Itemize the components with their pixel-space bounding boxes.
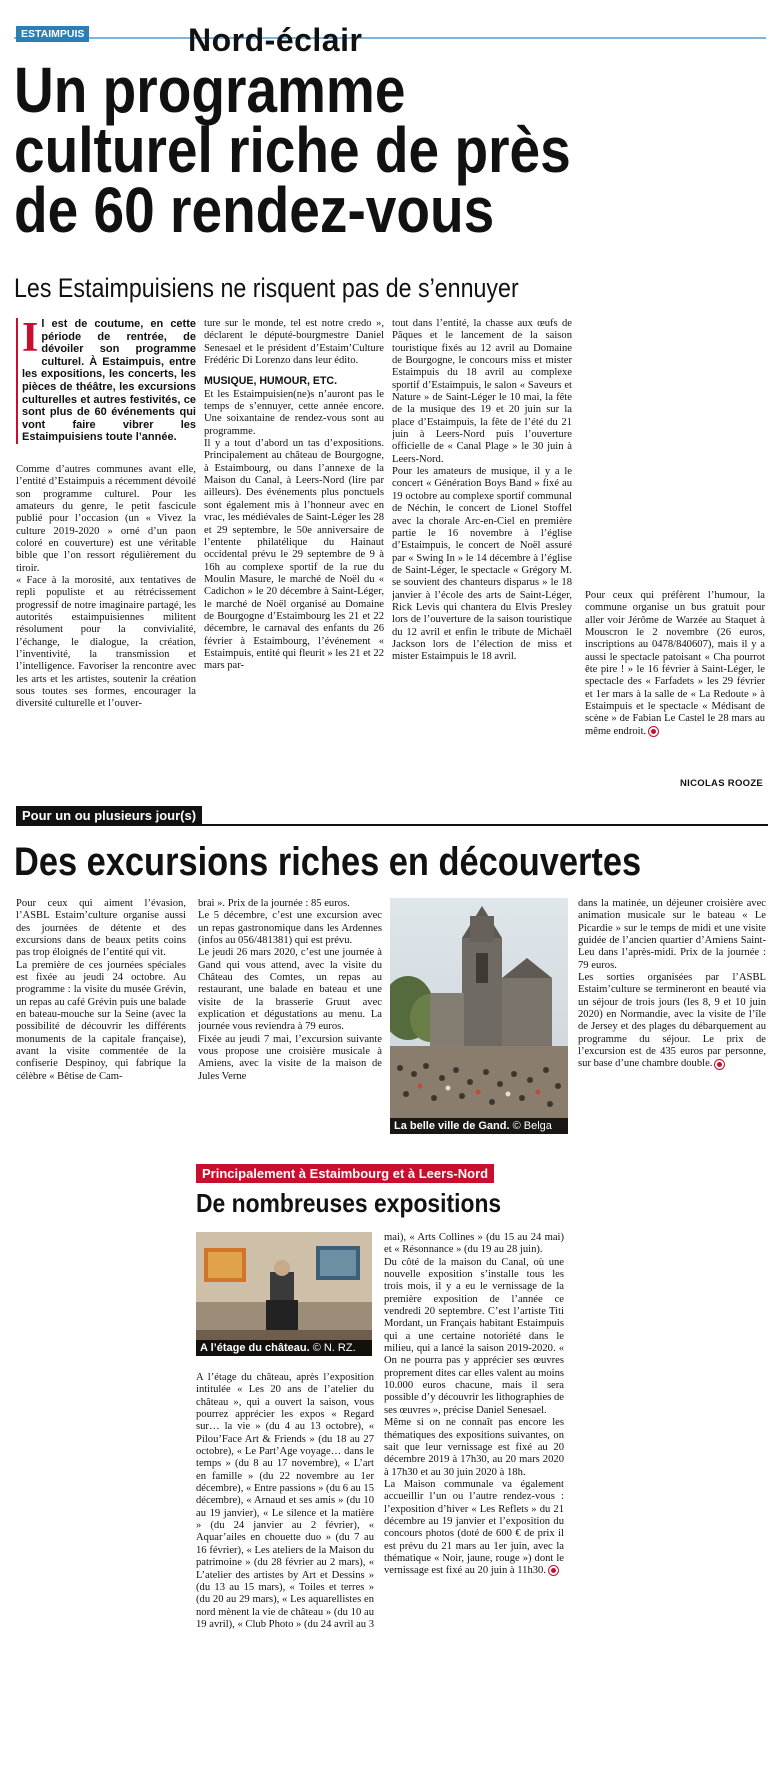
article2-tag: Pour un ou plusieurs jour(s): [16, 806, 202, 825]
paragraph: Les sorties organisées par l’ASBL Estaim’culture se termineront en beauté via un séjour de trois jours (les 8, 9 et 10 juin 2020) en Normandie, avec la visite de l’île de Jersey et des plages du débarquement au programme du séjour. Le prix de l’excursion est de 435 euros par personne, sur base d’une chambre double.: [578, 972, 766, 1070]
paragraph: Du côté de la maison du Canal, où une nouvelle exposition s’installe tous les trois mois, il y a eu le vernissage de la première exposition de l’année ce vendredi 20 septembre. C’est l’artiste Titi Mordant, un Français habitant Estaimpuis qui a une certaine notoriété dans le milieu, qui a lancé la saison 2019-2020. « On ne pourra pas y apprécier ses œuvres proprement dites car elles valent au moins 10.000 euros chacune, mais il sera possible d’y découvrir les lithographies de ses œuvres », précise Daniel Senesael.: [384, 1256, 564, 1416]
subtitle-text: Les Estaimpuisiens ne risquent pas de s’ennuyer: [14, 273, 519, 303]
caption-title: La belle ville de Gand.: [394, 1120, 510, 1132]
paragraph: A l’étage du château, après l’exposition intitulée « Les 20 ans de l’atelier du château », qui a ouvert la saison, vous pourrez apprécier les expos « Regard sur… la vie » (du 4 au 13 octobre), « Pilou’Face Art & Friends » (du 18 au 27 octobre), « Le Part’Age voyage… dans le temps » (du 8 au 17 novembre), « L’art en famille » (du 22 novembre au 1er décembre), « Entre passions » (du 6 au 15 décembre), « Arnaud et ses amis » (du 10 au 19 janvier), « Le silence et la matière » (du 24 janvier au 2 février), « Aquar’ailes en chouette duo » (du 7 au 16 février), « Les ateliers de la Maison du patrimoine » (du 28 février au 2 mars), « L’atelier des artistes by Art et Dessins » (du 13 au 15 mars), « Toiles et terres » (du 20 au 29 mars), « Les aquarellistes en nord mènent la vie de château » (du 10 au 19 avril), « Club Photo » (du 24 avril au 3: [196, 1372, 374, 1630]
publication-name: Nord-éclair: [188, 22, 363, 58]
paragraph: Pour les amateurs de musique, il y a le concert « Génération Boys Band » fixé au 19 octobre au complexe sportif communal de Néchin, le concert de Lionel Stoffel avec la chorale Arc-en-Ciel en première partie le 16 novembre à l’église d’Estaimpuis, le concert de Noël assuré par « Swing In » le 14 décembre à l’église de Saint-Léger, le spectacle « Grégory M. se souvient des chanteurs disparus » le 18 janvier à l’école des arts de Saint-Léger, Rick Levis qui chantera du Elvis Presley lors de l’ouverture de la saison touristique du 12 avril et enfin le tribute de Michaël Jackson lors de l’élection de miss et mister Estaimpuis le 18 avril.: [392, 466, 572, 663]
exhibition-photo-caption: [196, 1340, 372, 1356]
article3-tag: Principalement à Estaimbourg et à Leers-Nord: [196, 1164, 494, 1183]
gand-cityscape-illustration: [390, 898, 568, 1134]
article3-column-2: [384, 1232, 564, 1772]
article1-subtitle: [14, 272, 774, 304]
paragraph: tout dans l’entité, la chasse aux œufs de Pâques et le lancement de la saison touristique fixés au 12 avril au Domaine de Bourgogne, le concours miss et mister Estaimpuis du 18 avril au complexe sportif d’Estaimpuis, le salon « Saveurs et Nature » de Saint-Léger le 10 mai, la fête de la musique des 19 et 20 juin sur la place d’Estaimpuis, la fête de l’été du 21 juin à Leers-Nord puis l’ouverture officielle de « Canal Plage » le 30 juin à Leers-Nord.: [392, 318, 572, 465]
end-mark-icon: [715, 1060, 724, 1069]
gand-photo-caption: [390, 1118, 568, 1134]
header-rule: [14, 37, 766, 39]
paragraph: Et les Estaimpuisien(ne)s n’auront pas le temps de s’ennuyer, cette année encore. Une soixantaine de rendez-vous sont au programme.: [204, 388, 384, 437]
exhibition-room-illustration: [196, 1232, 372, 1356]
headline-line: Un programme: [14, 54, 406, 126]
paragraph: Fixée au jeudi 7 mai, l’excursion suivante vous propose une croisière musicale à Amiens, avec la visite de la maison de Jules Verne: [198, 1033, 382, 1082]
caption-title: A l’étage du château.: [200, 1342, 310, 1354]
article2-column-1: [16, 898, 186, 1138]
headline-line: de 60 rendez-vous: [14, 174, 495, 246]
paragraph: La première de ces journées spéciales est fixée au jeudi 24 octobre. Au programme : la visite du musée Grévin, un repas au café Grévin puis une balade en bateau-mouche sur la Seine (avec la possibilité de découvrir les différents monuments de la capitale française), avant la visite commentée de la confiserie Despinoy, qui fabrique la célèbre « Bêtise de Cam-: [16, 959, 186, 1082]
headline-line: culturel riche de près: [14, 114, 571, 186]
article1-column-1: [16, 318, 196, 818]
section-tag: ESTAIMPUIS: [16, 26, 89, 42]
paragraph: dans la matinée, un déjeuner croisière avec animation musicale sur le bateau « Le Picardie » sur le temps de midi et une visite guidée de l’ancien quartier d’Amiens Saint-Leu dans l’après-midi. Prix de la journée : 79 euros.: [578, 898, 766, 971]
paragraph: Même si on ne connaît pas encore les thématiques des expositions suivantes, on sait que leur vernissage est fixé au 20 décembre 2019 à 17h30, au 20 mars 2020 à 17h30 et au 30 juin 2020 à 18h.: [384, 1417, 564, 1478]
byline: NICOLAS ROOZE: [680, 778, 764, 789]
paragraph: mai), « Arts Collines » (du 15 au 24 mai) et « Résonnance » (du 19 au 28 juin).: [384, 1232, 564, 1256]
exhibition-photo: [196, 1232, 372, 1356]
article1-column-4: [585, 590, 765, 790]
paragraph: Pour ceux qui préfèrent l’humour, la commune organise un bus gratuit pour aller voir Jérôme de Warzée au Staquet à Mouscron le 2 novembre (26 euros, inscriptions au 0478/840607), mais il y a aussi le spectacle patoisant « Cha pourrot ête pire ! » le 16 février à Saint-Léger, le spectacle des « Farfadets » les 29 février et 1er mars à la salle de « La Redoute » à Estaimpuis et le spectacle « Médisant de scène » de Fabian Le Castel le 28 mars au même endroit.: [585, 590, 765, 737]
article1-column-2: [204, 318, 384, 818]
paragraph: La Maison communale va également accueillir l’un ou l’autre rendez-vous : l’exposition d’hiver « Les Reflets » du 21 décembre au 19 janvier et l’exposition du concours photos (doté de 600 € de prix il est prévu du 21 mars au 1er juin, avec la thématique « Noir, jaune, rouge ») dont le vernissage est fixé au 20 juin à 11h30.: [384, 1478, 564, 1577]
article2-column-4: [578, 898, 766, 1138]
paragraph: brai ». Prix de la journée : 85 euros.: [198, 898, 350, 909]
article2-headline: [14, 840, 774, 884]
dropcap: I: [22, 318, 39, 361]
article1-lead: [16, 318, 196, 444]
photo-credit: © N. RZ.: [312, 1342, 356, 1354]
subhead: MUSIQUE, HUMOUR, ETC.: [204, 375, 338, 388]
end-mark-icon: [649, 727, 658, 736]
article1-headline: [14, 54, 774, 246]
gand-photo: [390, 898, 568, 1134]
article3-column-1: [196, 1372, 374, 1772]
photo-credit: © Belga: [512, 1120, 552, 1132]
paragraph: ture sur le monde, tel est notre credo », déclarent le député-bourgmestre Daniel Senesael et le président d’Estaim’Culture Frédéric Di Lorenzo dans leur édito.: [204, 318, 384, 367]
lead-text: l est de coutume, en cette période de rentrée, de dévoiler son programme culturel. À Estaimpuis, entre les expositions, les concerts, les pièces de théâtre, les excursions culturelles et autres festivités, ce sont plus de 60 événements qui vont faire vibrer les Estaimpuisiens toute l’année.: [22, 318, 196, 444]
article2-tag-rule: [16, 824, 768, 826]
paragraph: Le 5 décembre, c’est une excursion avec un repas gastronomique dans les Ardennes (infos au 056/481381) qui est prévu.: [198, 910, 382, 947]
end-mark-icon: [549, 1566, 558, 1575]
paragraph: Comme d’autres communes avant elle, l’entité d’Estaimpuis a récemment dévoilé son programme culturel. Pour les amateurs du genre, le petit fascicule publié pour l’occasion (un « Vivez la culture 2019-2020 » orné d’un paon coloré en couverture) est une véritable bible que l’on ressort régulièrement du tiroir.: [16, 463, 196, 574]
headline-text: De nombreuses expositions: [196, 1188, 502, 1218]
article3-headline: [196, 1188, 596, 1218]
headline-text: Des excursions riches en découvertes: [14, 840, 642, 884]
paragraph: « Face à la morosité, aux tentatives de repli populiste et au rétrécissement progressif de notre imaginaire partagé, les autorités estaimpuisiennes militent résolument pour la convivialité, l’échange, le dialogue, la création, l’inventivité, la transmission et l’intelligence. Favoriser la rencontre avec les arts et les artistes, soutenir la création sous toutes ses formes, encourager la diversité culturelle et l’ouver-: [16, 575, 196, 710]
paragraph: Le jeudi 26 mars 2020, c’est une journée à Gand qui vous attend, avec la visite du Château des Comtes, un repas au restaurant, une balade en bateau et une visite de la brasserie Gruut avec explication et dégustations au menu. La journée vous reviendra à 79 euros.: [198, 947, 382, 1033]
article1-column-3: [392, 318, 572, 818]
article2-column-2: [198, 898, 382, 1138]
paragraph: Il y a tout d’abord un tas d’expositions. Principalement au château de Bourgogne, à Estaimbourg, ou dans l’annexe de la Maison du Canal, à Leers-Nord (lire par ailleurs). Des événements plus ponctuels sont également mis à l’honneur avec en vrac, les médiévales de Saint-Léger les 28 et 29 septembre, le 50e anniversaire de l’entente philatélique du Hainaut occidental prévu le 29 septembre de 9 à 16h au complexe sportif de la rue du Moulin Masure, le marché de Noël du « Cadichon » le 20 décembre à Saint-Léger, le marché de Noël organisé au Domaine de Bourgogne d’Estaimbourg les 21 et 22 décembre, le carnaval des enfants du 26 février à Estaimbourg, l’événement « Estaimpuis, entité qui fleurit » les 21 et 22 mars par-: [204, 438, 384, 672]
paragraph: Pour ceux qui aiment l’évasion, l’ASBL Estaim’culture organise aussi des journées de détente et des excursions dans de beaux petits coins pas trop éloignés de l’entité qui vit.: [16, 898, 186, 959]
